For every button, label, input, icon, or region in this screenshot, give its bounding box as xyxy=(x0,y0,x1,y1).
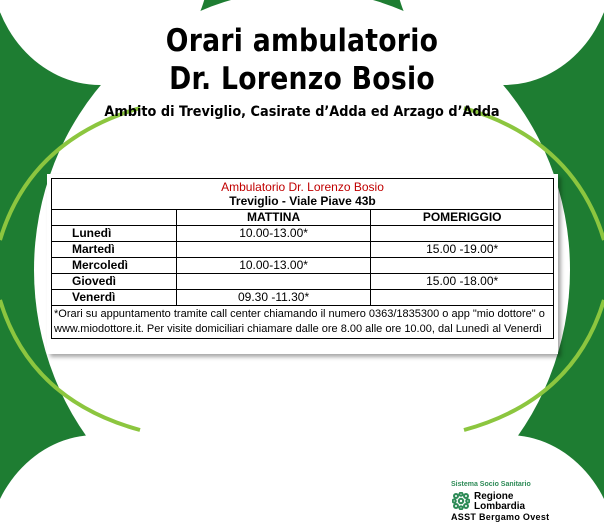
row-morning: 09.30 -11.30* xyxy=(176,290,371,306)
page-title-line2: Dr. Lorenzo Bosio xyxy=(169,61,435,97)
table-row xyxy=(52,226,554,242)
table-column-headers xyxy=(52,210,554,226)
table-row xyxy=(52,258,554,274)
row-afternoon xyxy=(371,226,554,242)
row-morning: 10.00-13.00* xyxy=(176,258,371,274)
logo-region-line2: Lombardia xyxy=(474,501,526,512)
logo-region-line1: Regione xyxy=(474,491,514,502)
row-day: Lunedì xyxy=(52,226,177,242)
row-morning xyxy=(176,242,371,258)
table-note-row xyxy=(52,306,554,339)
row-afternoon xyxy=(371,258,554,274)
row-day: Venerdì xyxy=(52,290,177,306)
row-day: Giovedì xyxy=(52,274,177,290)
logo-system-text: Sistema Socio Sanitario xyxy=(451,481,531,488)
table-row xyxy=(52,290,554,306)
clinic-address: Treviglio - Viale Piave 43b xyxy=(229,194,376,208)
row-afternoon: 15.00 -19.00* xyxy=(371,242,554,258)
page-title-line1: Orari ambulatorio xyxy=(165,23,439,59)
column-header-afternoon: POMERIGGIO xyxy=(371,210,554,226)
logo-region xyxy=(474,492,525,512)
table-row xyxy=(52,274,554,290)
asst-logo xyxy=(447,481,597,525)
row-day: Mercoledì xyxy=(52,258,177,274)
row-morning xyxy=(176,274,371,290)
table-header-clinic xyxy=(52,179,554,210)
rosa-camuna-icon xyxy=(452,492,470,510)
column-header-day xyxy=(52,210,177,226)
appointment-note: *Orari su appuntamento tramite call center chiamando il numero 0363/1835300 o app "mio dottore" o www.miodottore.it. Per visite domiciliari chiamare dalle ore 8.00 alle ore 10.00, dal Lunedì al Venerdì xyxy=(52,306,554,339)
row-afternoon xyxy=(371,290,554,306)
logo-org-text: ASST Bergamo Ovest xyxy=(451,512,550,522)
row-afternoon: 15.00 -18.00* xyxy=(371,274,554,290)
row-day: Martedì xyxy=(52,242,177,258)
column-header-morning: MATTINA xyxy=(176,210,371,226)
page-subtitle: Ambito di Treviglio, Casirate d’Adda ed Arzago d’Adda xyxy=(104,104,500,120)
table-row xyxy=(52,242,554,258)
header xyxy=(0,22,604,120)
row-morning: 10.00-13.00* xyxy=(176,226,371,242)
schedule-table xyxy=(51,178,554,339)
clinic-name: Ambulatorio Dr. Lorenzo Bosio xyxy=(221,180,384,194)
